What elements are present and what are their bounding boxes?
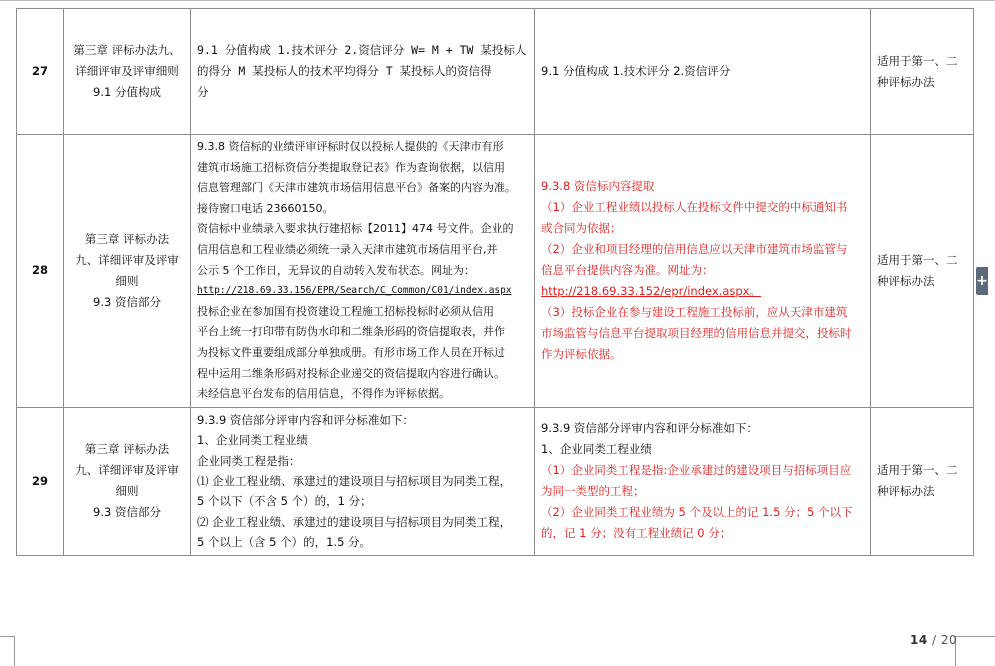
original-line: 建筑市场施工招标资信分类提取登记表》作为查询依据，以信用 — [197, 160, 505, 174]
chapter-line: 细则 — [115, 273, 139, 288]
note-line: 种评标办法 — [877, 484, 935, 499]
chapter-cell — [64, 407, 191, 555]
chapter-line: 细则 — [115, 484, 139, 499]
revised-text-cell — [535, 407, 871, 555]
note-line: 适用于第一、二 — [877, 252, 958, 267]
chapter-line: 9.3 资信部分 — [93, 505, 161, 520]
original-line: 为投标文件重要组成部分单独成册。有形市场工作人员在开标过 — [197, 345, 505, 359]
revision-table — [16, 8, 974, 556]
note-cell — [871, 407, 974, 555]
chapter-line: 第三章 评标办法 — [84, 231, 170, 246]
revised-line: （3）投标企业在参与建设工程施工投标前，应从天津市建筑 — [541, 305, 848, 320]
page-separator: / — [932, 633, 937, 647]
original-line: 未经信息平台发布的信用信息，不得作为评标依据。 — [197, 387, 450, 401]
note-line: 适用于第一、二 — [877, 463, 958, 478]
chapter-line: 九、详细评审及评审 — [75, 252, 179, 267]
original-line: 信用信息和工程业绩必须统一录入天津市建筑市场信用平台,并 — [197, 242, 498, 256]
original-line: ⑵ 企业工程业绩、承建过的建设项目与招标项目为同类工程， — [197, 514, 512, 529]
original-text-cell — [191, 9, 535, 135]
revised-line: 信息平台提供内容为准。网址为： — [541, 263, 714, 278]
revised-line: 9.1 分值构成 1.技术评分 2.资信评分 — [541, 64, 731, 78]
original-line: 程中运用二维条形码对投标企业递交的资信提取内容进行确认。 — [197, 366, 505, 380]
note-cell — [871, 9, 974, 135]
page-edge-top — [0, 0, 995, 1]
total-pages: 20 — [940, 633, 958, 647]
revised-line: （2）企业同类工程业绩为 5 个及以上的记 1.5 分；5 个以下 — [541, 505, 853, 520]
revised-url-link[interactable]: http://218.69.33.152/epr/index.aspx。 — [541, 284, 761, 299]
original-line: 接待窗口电话 23660150。 — [197, 201, 334, 215]
corner-mark-bottom-left-h — [0, 636, 15, 637]
chapter-cell — [64, 9, 191, 135]
chapter-line: 九、详细评审及评审 — [75, 463, 179, 478]
page-indicator — [910, 633, 957, 647]
revised-text-cell — [535, 9, 871, 135]
corner-mark-bottom-right-h — [955, 636, 995, 637]
chapter-cell — [64, 135, 191, 408]
revised-line: （2）企业和项目经理的信用信息应以天津市建筑市场监管与 — [541, 242, 848, 257]
revised-line: 9.3.8 资信标内容提取 — [541, 179, 655, 194]
chapter-line: 详细评审及评审细则 — [75, 64, 179, 78]
original-line: 9.3.8 资信标的业绩评审评标时仅以投标人提供的《天津市有形 — [197, 140, 504, 153]
expand-plus-tab[interactable]: + — [976, 267, 988, 295]
original-line: 1、企业同类工程业绩 — [197, 433, 308, 448]
revised-line: 市场监管与信息平台提取项目经理的信用信息并提交，投标时 — [541, 326, 852, 341]
note-cell — [871, 135, 974, 408]
original-line: ⑴ 企业工程业绩、承建过的建设项目与招标项目为同类工程， — [197, 473, 512, 488]
chapter-line: 第三章 评标办法 — [84, 442, 170, 457]
note-line: 适用于第一、二 — [877, 53, 958, 68]
row-number: 29 — [17, 407, 64, 555]
original-line: 信息管理部门《天津市建筑市场信用信息平台》备案的内容为准。 — [197, 181, 516, 195]
original-line: 公示 5 个工作日，无异议的自动转入发布状态。网址为： — [197, 263, 475, 277]
chapter-line: 9.3 资信部分 — [93, 294, 161, 309]
note-line: 种评标办法 — [877, 273, 935, 288]
original-text-cell — [191, 135, 535, 408]
original-text-cell — [191, 407, 535, 555]
table-row — [17, 9, 974, 135]
original-line: 9.1 分值构成 1.技术评分 2.资信评分 W= M + TW 某投标人 — [197, 43, 527, 57]
chapter-line: 第三章 评标办法九、 — [73, 43, 181, 57]
original-line: 9.3.9 资信部分评审内容和评分标准如下： — [197, 412, 414, 427]
original-line: 5 个以上（含 5 个）的，1.5 分。 — [197, 535, 372, 550]
table-row — [17, 407, 974, 555]
original-line: 平台上统一打印带有防伪水印和二维条形码的资信提取表，并作 — [197, 325, 505, 339]
original-url-link[interactable]: http://218.69.33.156/EPR/Search/C_Common/C01/index.aspx — [197, 285, 512, 297]
revised-line: 1、企业同类工程业绩 — [541, 442, 652, 457]
revised-line: 为同一类型的工程； — [541, 484, 645, 499]
revised-line: 作为评标依据。 — [541, 347, 622, 362]
revised-line: （1）企业工程业绩以投标人在投标文件中提交的中标通知书 — [541, 200, 848, 215]
original-line: 分 — [197, 85, 209, 99]
table-row — [17, 135, 974, 408]
current-page: 14 — [910, 633, 928, 647]
row-number: 27 — [17, 9, 64, 135]
original-line: 投标企业在参加国有投资建设工程施工招标投标时必须从信用 — [197, 304, 494, 318]
original-line: 资信标中业绩录入要求执行建招标【2011】474 号文件。企业的 — [197, 222, 514, 236]
revised-line: 9.3.9 资信部分评审内容和评分标准如下： — [541, 421, 758, 436]
revised-line: 或合同为依据； — [541, 221, 622, 236]
note-line: 种评标办法 — [877, 74, 935, 89]
original-line: 5 个以下（不含 5 个）的，1 分； — [197, 494, 372, 509]
original-line: 的得分 M 某投标人的技术平均得分 T 某投标人的资信得 — [197, 64, 492, 78]
corner-mark-bottom-left — [14, 636, 15, 666]
revised-line: （1）企业同类工程是指:企业承建过的建设项目与招标项目应 — [541, 463, 852, 478]
chapter-line: 9.1 分值构成 — [93, 85, 161, 99]
row-number: 28 — [17, 135, 64, 408]
revised-text-cell — [535, 135, 871, 408]
original-line: 企业同类工程是指： — [197, 453, 301, 468]
revised-line: 的，记 1 分；没有工程业绩记 0 分； — [541, 526, 732, 541]
